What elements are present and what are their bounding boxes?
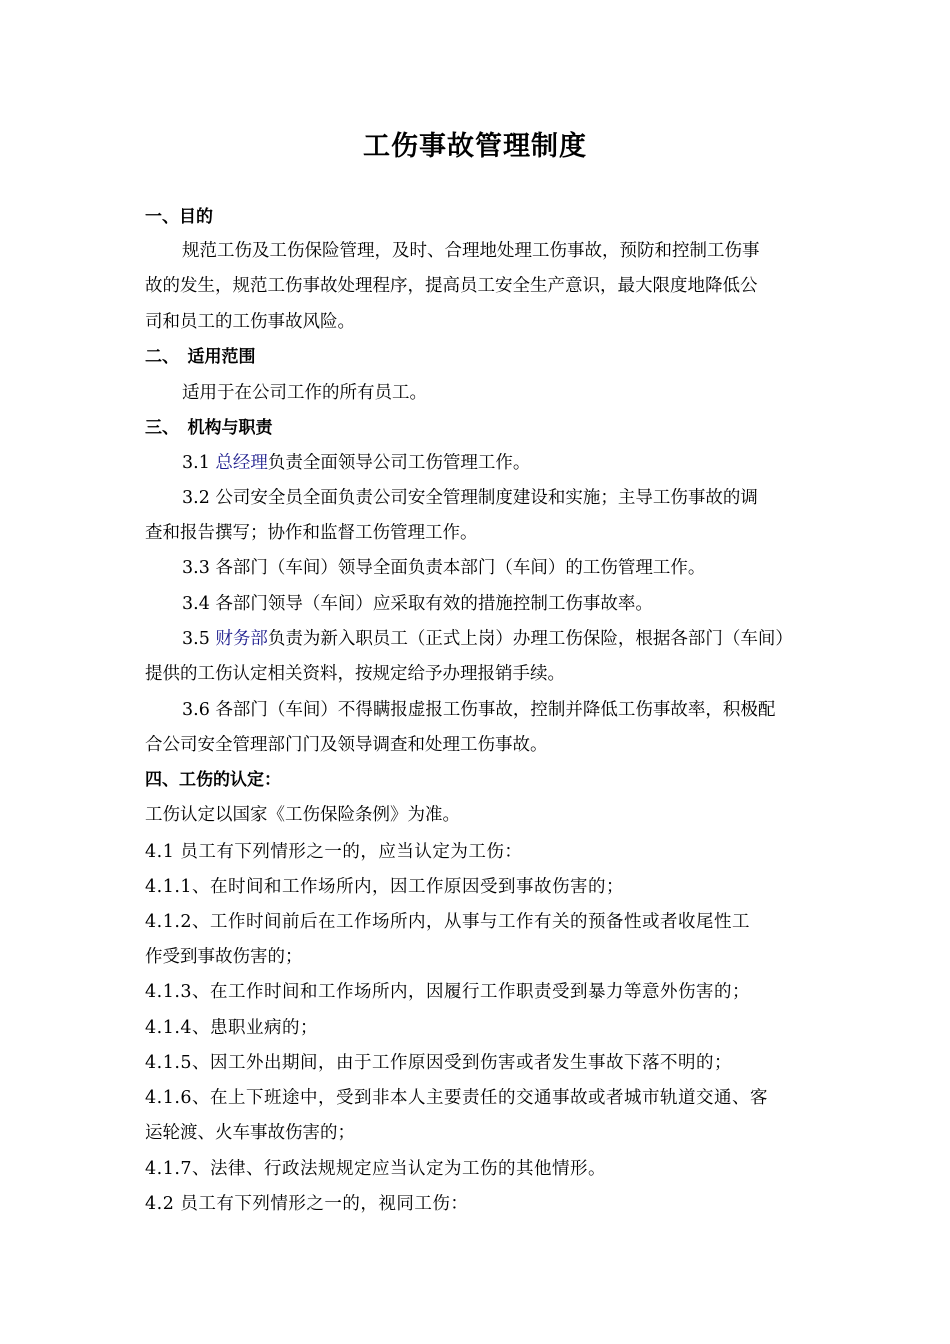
finance-dept-link[interactable]: 财务部 [215,629,268,649]
item-3-1 [182,451,530,475]
item-3-6-line: 合公司安全管理部门门及领导调查和处理工伤事故。 [145,735,548,755]
item-4-2: 4.2 员工有下列情形之一的，视同工伤： [145,1194,469,1214]
item-4-1-7: 4.1.7、法律、行政法规规定应当认定为工伤的其他情形。 [145,1159,607,1179]
paragraph-line: 故的发生，规范工伤事故处理程序，提高员工安全生产意识，最大限度地降低公 [145,276,758,296]
item-number: 3.5 [182,629,216,649]
general-manager-link[interactable]: 总经理 [215,453,268,473]
document-title: 工伤事故管理制度 [363,131,587,162]
item-text: 负责为新入职员工（正式上岗）办理工伤保险，根据各部门（车间） [267,629,793,649]
item-4-1-3: 4.1.3、在工作时间和工作场所内，因履行工作职责受到暴力等意外伤害的； [145,982,751,1002]
paragraph-line: 规范工伤及工伤保险管理，及时、合理地处理工伤事故，预防和控制工伤事 [182,241,760,261]
item-4-1-4: 4.1.4、患职业病的； [145,1018,319,1038]
item-number: 3.1 [182,453,216,473]
item-3-3: 3.3 各部门（车间）领导全面负责本部门（车间）的工伤管理工作。 [182,558,706,578]
item-3-2-line: 查和报告撰写；协作和监督工伤管理工作。 [145,523,478,543]
paragraph-line: 司和员工的工伤事故风险。 [145,312,355,332]
item-4-1-2-line: 4.1.2、工作时间前后在工作场所内，从事与工作有关的预备性或者收尾性工 [145,912,751,932]
section-heading-responsibilities: 三、 机构与职责 [145,418,273,438]
item-4-1-1: 4.1.1、在时间和工作场所内，因工作原因受到事故伤害的； [145,877,625,897]
item-3-4: 3.4 各部门领导（车间）应采取有效的措施控制工伤事故率。 [182,594,653,614]
item-4-1-6-line: 4.1.6、在上下班途中，受到非本人主要责任的交通事故或者城市轨道交通、客 [145,1088,769,1108]
item-3-5-line: 提供的工伤认定相关资料，按规定给予办理报销手续。 [145,664,565,684]
item-text: 负责全面领导公司工伤管理工作。 [267,453,531,473]
item-4-1-6-line: 运轮渡、火车事故伤害的； [145,1123,355,1143]
section-heading-recognition: 四、工伤的认定： [145,770,281,790]
item-4-1-5: 4.1.5、因工外出期间，由于工作原因受到伤害或者发生事故下落不明的； [145,1053,733,1073]
paragraph-line: 适用于在公司工作的所有员工。 [182,383,427,403]
paragraph-line: 工伤认定以国家《工伤保险条例》为准。 [145,805,460,825]
item-3-2-line: 3.2 公司安全员全面负责公司安全管理制度建设和实施；主导工伤事故的调 [182,488,758,508]
item-3-5 [182,627,793,651]
section-heading-purpose: 一、目的 [145,207,213,227]
item-3-6-line: 3.6 各部门（车间）不得瞒报虚报工伤事故，控制并降低工伤事故率，积极配 [182,700,776,720]
item-4-1: 4.1 员工有下列情形之一的，应当认定为工伤： [145,842,523,862]
item-4-1-2-line: 作受到事故伤害的； [145,947,303,967]
section-heading-scope: 二、 适用范围 [145,347,256,367]
